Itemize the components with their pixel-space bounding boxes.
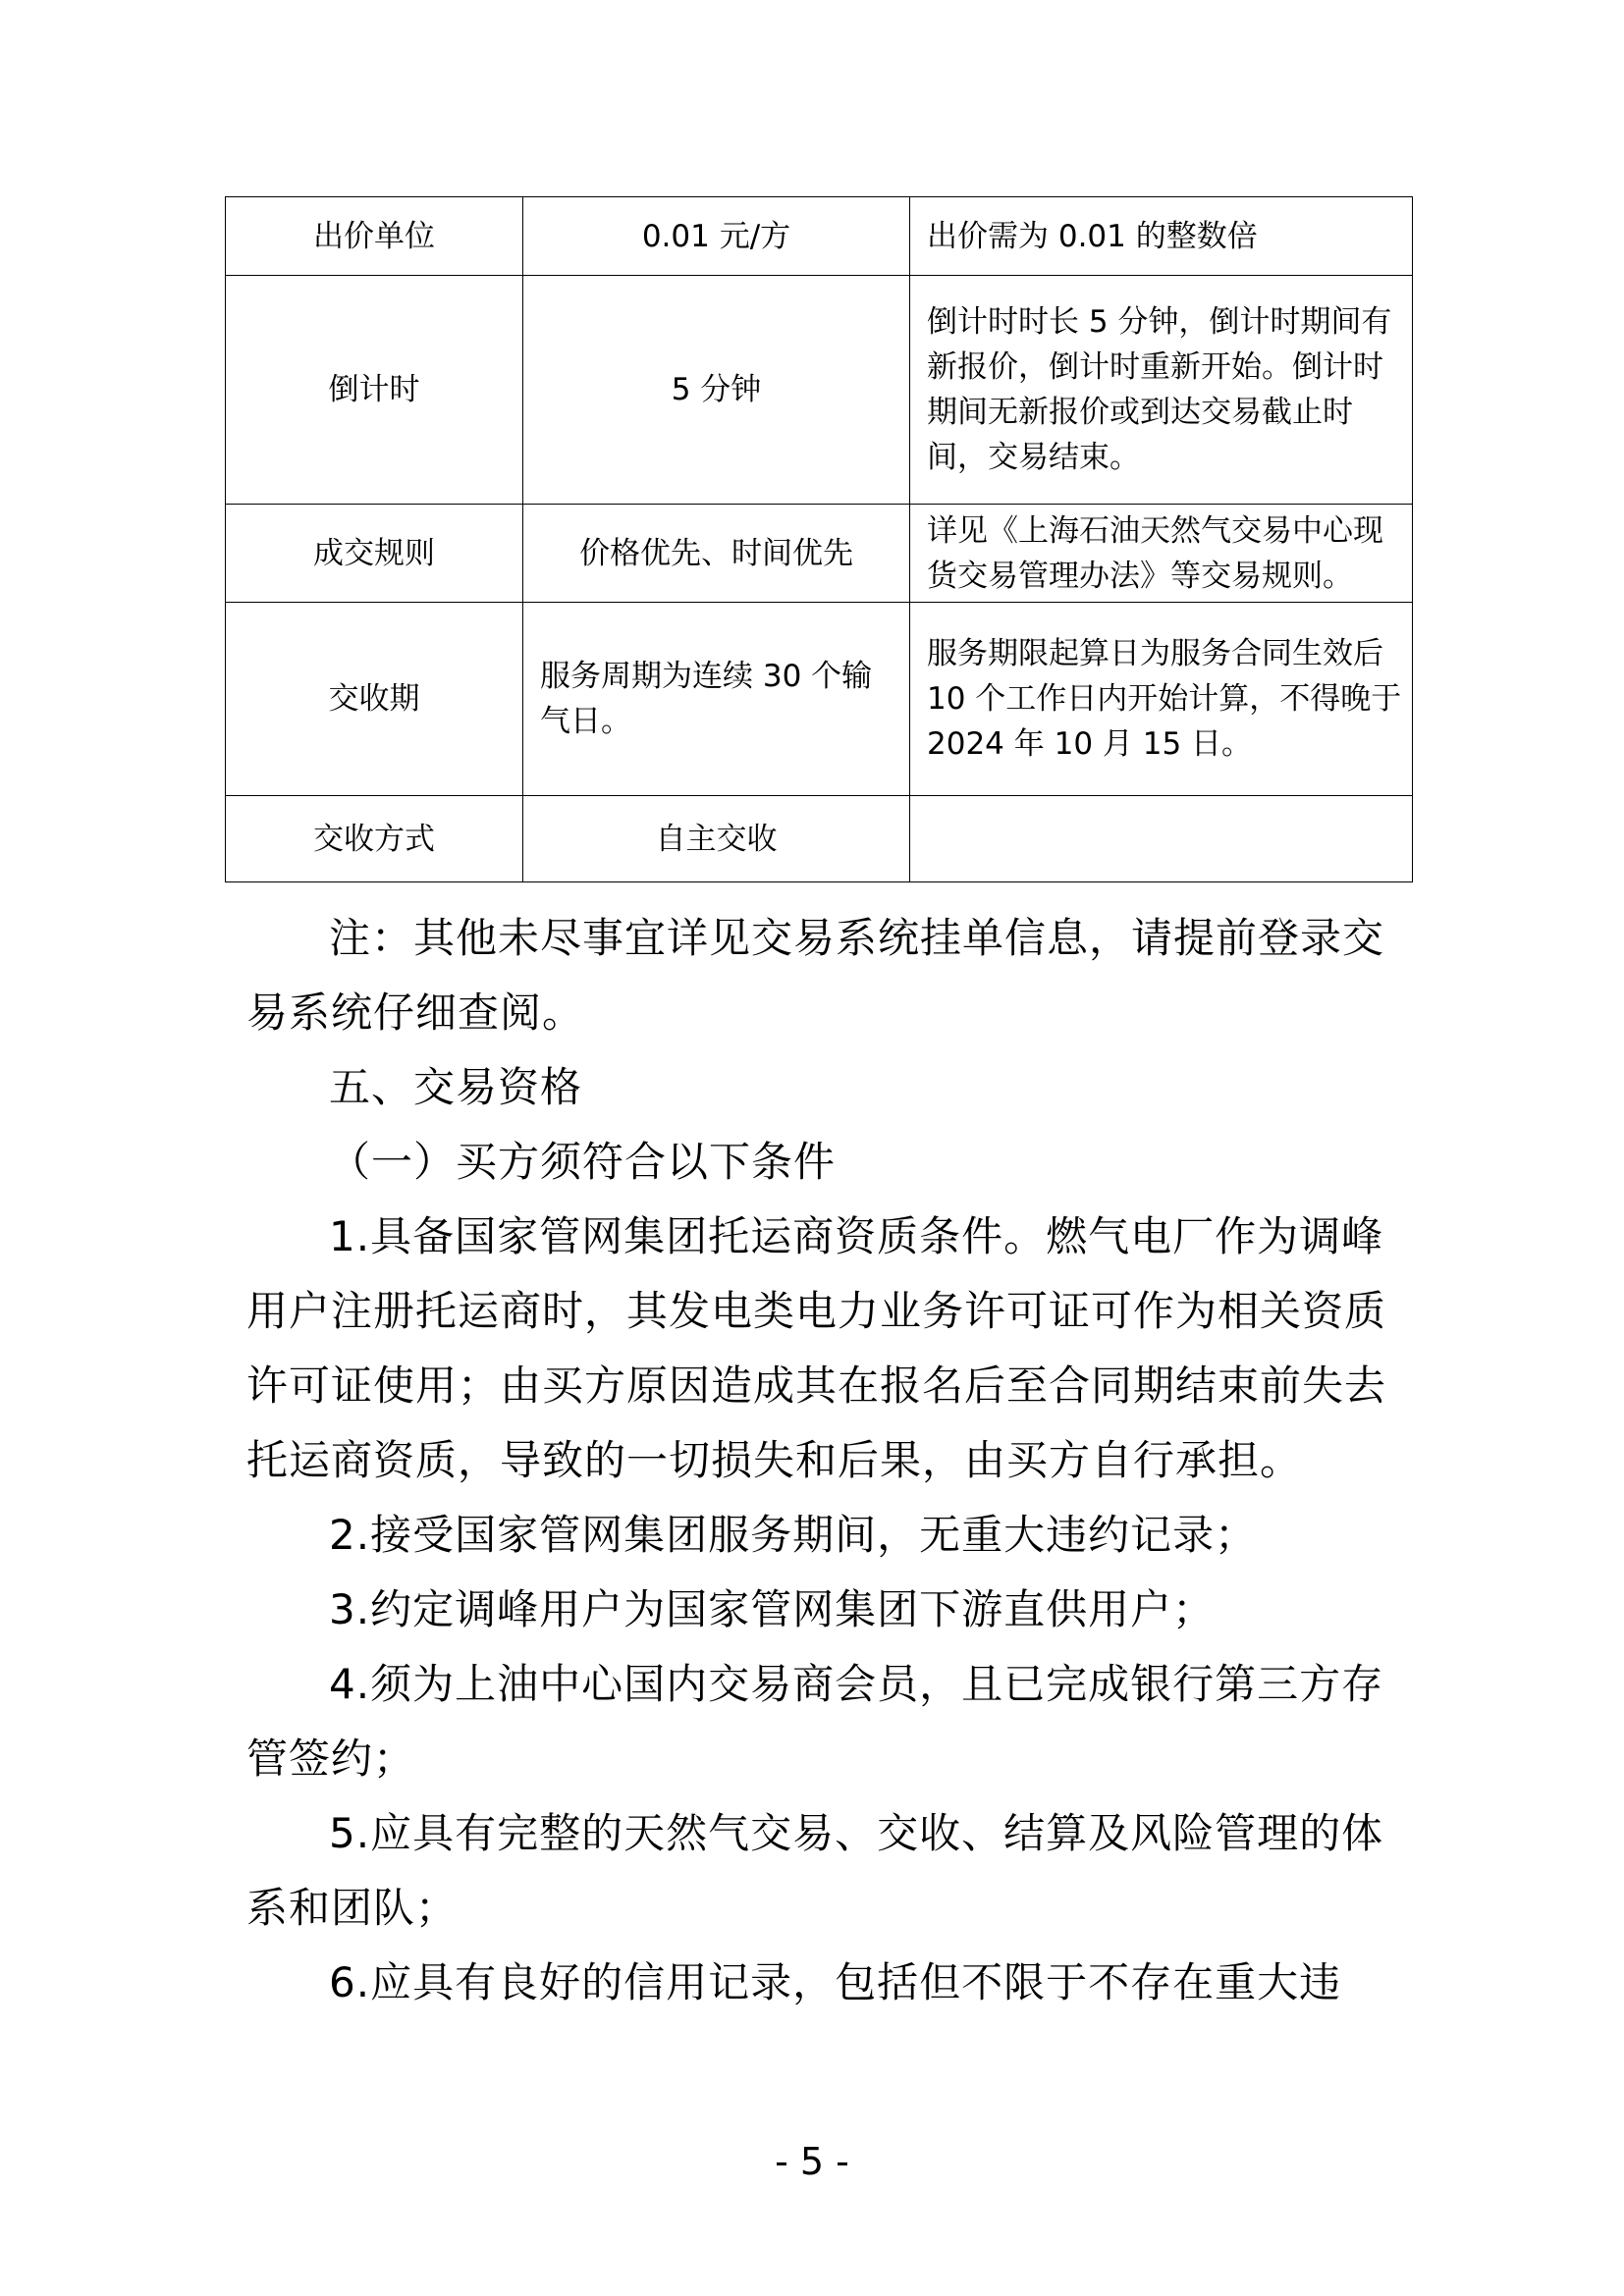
row-value: 自主交收 <box>523 796 910 882</box>
row-note: 详见《上海石油天然气交易中心现货交易管理办法》等交易规则。 <box>910 505 1413 603</box>
row-value: 5 分钟 <box>523 276 910 505</box>
trading-parameters-table <box>225 196 1413 882</box>
row-note: 倒计时时长 5 分钟，倒计时期间有新报价，倒计时重新开始。倒计时期间无新报价或到达交易截止时间，交易结束。 <box>910 276 1413 505</box>
row-note: 出价需为 0.01 的整数倍 <box>910 197 1413 276</box>
row-value: 0.01 元/方 <box>523 197 910 276</box>
condition-item-5: 5.应具有完整的天然气交易、交收、结算及风险管理的体系和团队； <box>246 1809 1384 1932</box>
condition-item-4: 4.须为上油中心国内交易商会员，且已完成银行第三方存管签约； <box>246 1660 1384 1783</box>
subsection-heading: （一）买方须符合以下条件 <box>329 1138 837 1186</box>
table-row <box>226 796 1413 882</box>
table-row <box>226 505 1413 603</box>
condition-item-3: 3.约定调峰用户为国家管网集团下游直供用户； <box>329 1585 1216 1633</box>
table-row <box>226 603 1413 796</box>
body-text <box>246 901 1389 2020</box>
row-label: 成交规则 <box>226 505 523 603</box>
table-row <box>226 276 1413 505</box>
page-number: - 5 - <box>775 2140 849 2183</box>
condition-item-6: 6.应具有良好的信用记录，包括但不限于不存在重大违 <box>329 1958 1342 2006</box>
row-label: 出价单位 <box>226 197 523 276</box>
section-heading: 五、交易资格 <box>329 1063 583 1111</box>
row-note: 服务期限起算日为服务合同生效后 10 个工作日内开始计算，不得晚于 2024 年 10 月 15 日。 <box>910 603 1413 796</box>
row-value: 服务周期为连续 30 个输气日。 <box>523 603 910 796</box>
row-value: 价格优先、时间优先 <box>523 505 910 603</box>
table-row <box>226 197 1413 276</box>
row-label: 交收方式 <box>226 796 523 882</box>
row-label: 交收期 <box>226 603 523 796</box>
note-paragraph: 注：其他未尽事宜详见交易系统挂单信息，请提前登录交易系统仔细查阅。 <box>246 914 1385 1037</box>
condition-item-1: 1.具备国家管网集团托运商资质条件。燃气电厂作为调峰用户注册托运商时，其发电类电力业务许可证可作为相关资质许可证使用；由买方原因造成其在报名后至合同期结束前失去托运商资质，导致的一切损失和后果，由买方自行承担。 <box>246 1212 1387 1484</box>
row-note <box>910 796 1413 882</box>
condition-item-2: 2.接受国家管网集团服务期间，无重大违约记录； <box>329 1511 1258 1559</box>
row-label: 倒计时 <box>226 276 523 505</box>
